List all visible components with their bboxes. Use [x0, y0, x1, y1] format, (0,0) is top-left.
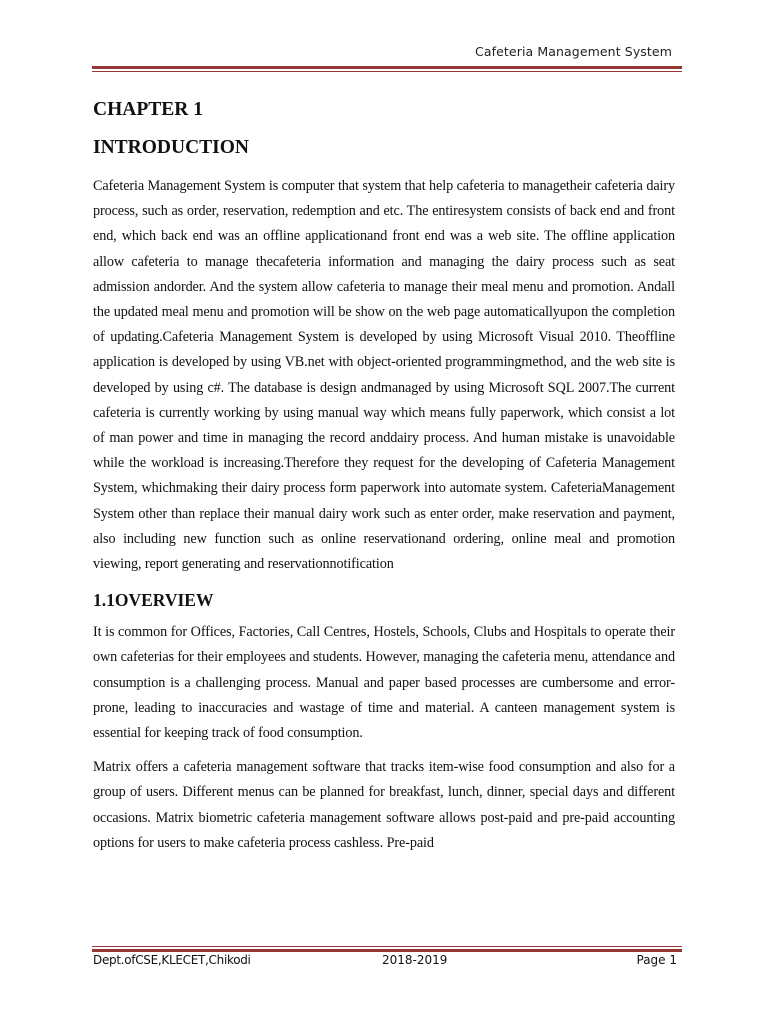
- header-rule-thin: [92, 71, 682, 72]
- footer-academic-year: 2018-2019: [382, 953, 448, 967]
- section-heading-overview: 1.1OVERVIEW: [93, 590, 214, 611]
- footer-page-number: Page 1: [636, 953, 677, 967]
- chapter-label: CHAPTER 1: [93, 99, 203, 120]
- footer-rule: [92, 949, 682, 952]
- footer-rule-thin: [92, 946, 682, 947]
- page-body: [93, 98, 675, 856]
- footer-department: Dept.ofCSE,KLECET,Chikodi: [93, 953, 251, 967]
- header-rule: [92, 66, 682, 69]
- intro-paragraph: Cafeteria Management System is computer that system that help cafeteria to managetheir cafeteria dairy process, such as order, reservation, redemption and etc. The entiresystem consists of back end and front end, which back end was an offline applicationand front end was a web site. The offline application allow cafeteria to manage thecafeteria information and managing the dairy process such as seat admission andorder. And the system allow cafeteria to manage their meal menu and promotion. Andall the updated meal menu and promotion will be show on the web page automaticallyupon the completion of updating.Cafeteria Management System is developed by using Microsoft Visual 2010. Theoffline application is developed by using VB.net with object-oriented programmingmethod, and the web site is developed by using c#. The database is design andmanaged by using Microsoft SQL 2007.The current cafeteria is currently working by using manual way which means fully paperwork, which consist a lot of man power and time in managing the record anddairy process. And human mistake is unavoidable while the workload is increasing.Therefore they request for the developing of Cafeteria Management System, whichmaking their dairy process form paperwork into automate system. CafeteriaManagement System other than replace their manual dairy work such as enter order, make reservation and payment, also including new function such as online reservationand ordering, online meal and promotion viewing, report generating and reservationnotification: [93, 178, 675, 573]
- running-header-title: Cafeteria Management System: [475, 44, 672, 59]
- overview-paragraph-1: It is common for Offices, Factories, Call Centres, Hostels, Schools, Clubs and Hospitals to operate their own cafeterias for their employees and students. However, managing the cafeteria menu, attendance and consumption is a challenging process. Manual and paper based processes are cumbersome and error-prone, leading to inaccuracies and wastage of time and material. A canteen management system is essential for keeping track of food consumption.: [93, 624, 675, 742]
- chapter-title: INTRODUCTION: [93, 137, 250, 158]
- overview-paragraph-2: Matrix offers a cafeteria management software that tracks item-wise food consumption and also for a group of users. Different menus can be planned for breakfast, lunch, dinner, special days and different occasions. Matrix biometric cafeteria management software allows post-paid and pre-paid accounting options for users to make cafeteria process cashless. Pre-paid: [93, 759, 675, 851]
